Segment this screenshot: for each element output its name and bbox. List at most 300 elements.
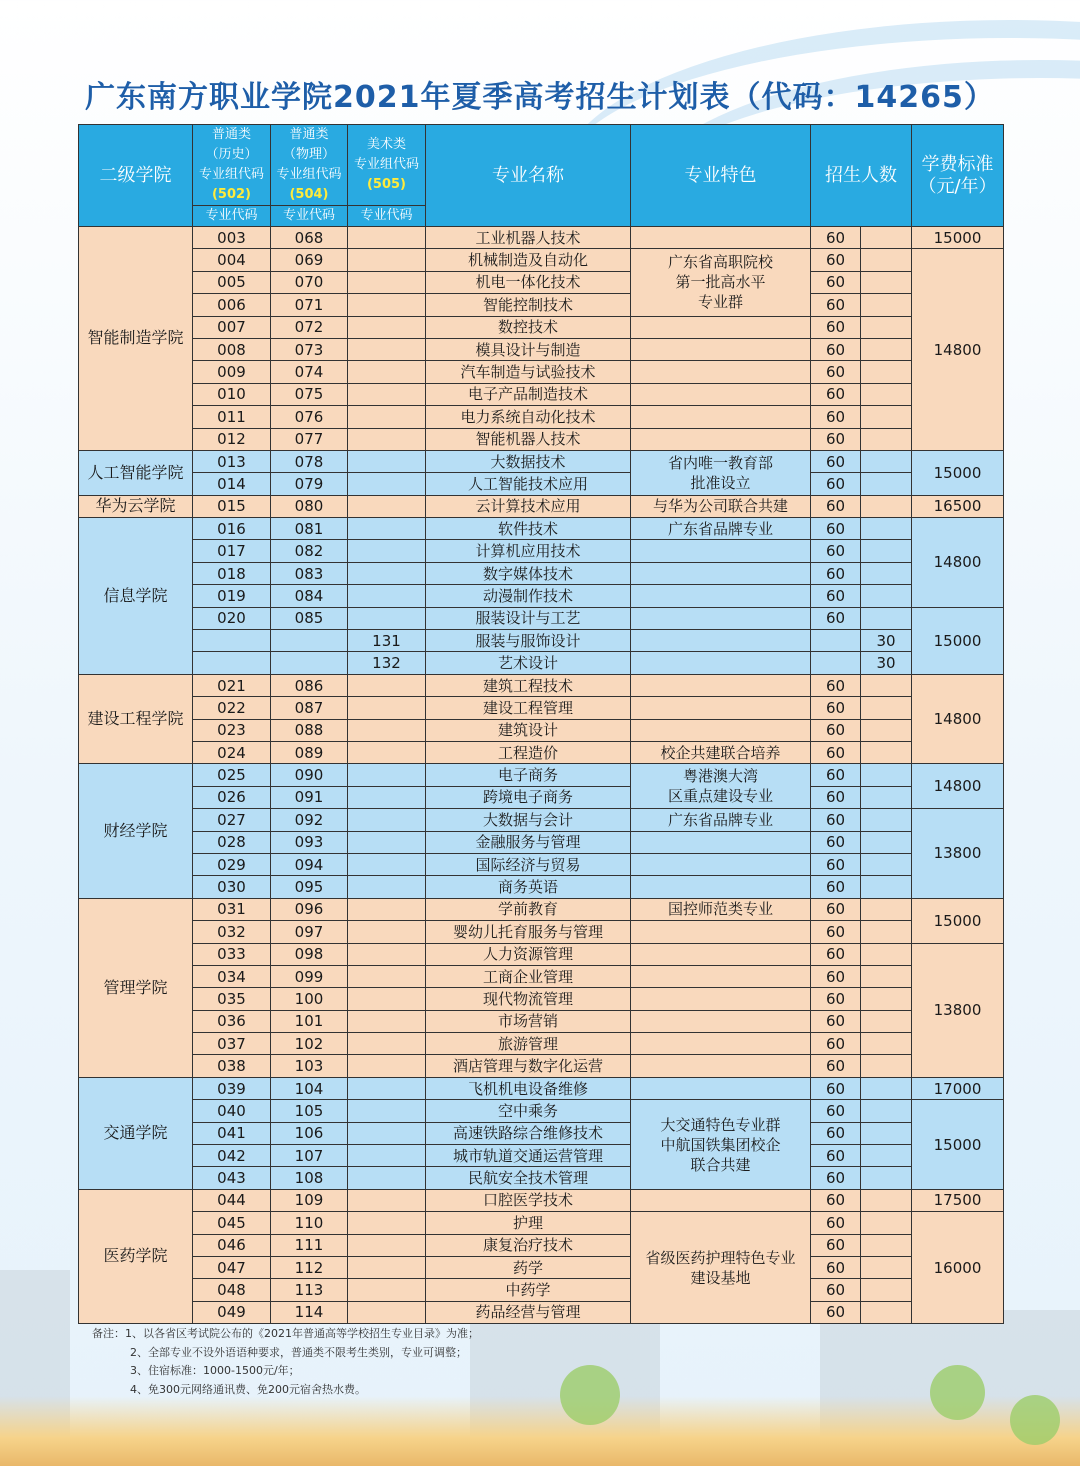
code-502-cell: 046 xyxy=(193,1234,271,1256)
table-row xyxy=(79,1212,1004,1234)
code-502-cell: 007 xyxy=(193,316,271,338)
count-art-cell xyxy=(861,540,912,562)
count-art-cell xyxy=(861,473,912,495)
code-502-cell: 033 xyxy=(193,943,271,965)
count-art-cell xyxy=(861,1301,912,1323)
major-name-cell: 人工智能技术应用 xyxy=(426,473,631,495)
count-art-cell xyxy=(861,831,912,853)
major-name-cell: 商务英语 xyxy=(426,876,631,898)
code-502-cell: 008 xyxy=(193,338,271,360)
table-row xyxy=(79,719,1004,741)
table-row xyxy=(79,540,1004,562)
table-row xyxy=(79,271,1004,293)
code-502-cell: 010 xyxy=(193,383,271,405)
code-505-cell xyxy=(348,741,426,763)
table-row xyxy=(79,338,1004,360)
code-505-cell xyxy=(348,562,426,584)
code-504-cell: 078 xyxy=(271,450,348,472)
count-art-cell xyxy=(861,697,912,719)
table-row xyxy=(79,428,1004,450)
table-row xyxy=(79,227,1004,249)
code-505-cell xyxy=(348,988,426,1010)
code-502-cell: 026 xyxy=(193,786,271,808)
code-504-cell: 069 xyxy=(271,249,348,271)
code-505-cell xyxy=(348,697,426,719)
dept-cell: 建设工程学院 xyxy=(79,674,193,764)
count-general-cell: 60 xyxy=(811,227,861,249)
count-art-cell xyxy=(861,1189,912,1211)
fee-cell: 14800 xyxy=(912,249,1004,451)
fee-cell: 13800 xyxy=(912,809,1004,899)
count-general-cell: 60 xyxy=(811,450,861,472)
code-502-cell: 018 xyxy=(193,562,271,584)
code-502-cell: 020 xyxy=(193,607,271,629)
count-general-cell: 60 xyxy=(811,965,861,987)
feature-cell xyxy=(631,562,811,584)
code-504-cell: 101 xyxy=(271,1010,348,1032)
code-504-cell: 096 xyxy=(271,898,348,920)
code-504-cell: 094 xyxy=(271,853,348,875)
table-row xyxy=(79,1033,1004,1055)
major-name-cell: 人力资源管理 xyxy=(426,943,631,965)
feature-cell xyxy=(631,1077,811,1099)
feature-cell: 与华为公司联合共建 xyxy=(631,495,811,517)
count-art-cell xyxy=(861,719,912,741)
table-row xyxy=(79,316,1004,338)
count-art-cell xyxy=(861,562,912,584)
count-art-cell xyxy=(861,988,912,1010)
fee-cell: 14800 xyxy=(912,674,1004,764)
code-505-cell xyxy=(348,965,426,987)
count-general-cell: 60 xyxy=(811,338,861,360)
count-general-cell: 60 xyxy=(811,697,861,719)
major-name-cell: 电力系统自动化技术 xyxy=(426,406,631,428)
dept-cell: 医药学院 xyxy=(79,1189,193,1323)
code-504-cell: 071 xyxy=(271,294,348,316)
code-505-cell xyxy=(348,1212,426,1234)
major-name-cell: 空中乘务 xyxy=(426,1100,631,1122)
major-name-cell: 药学 xyxy=(426,1256,631,1278)
count-art-cell xyxy=(861,227,912,249)
table-row xyxy=(79,876,1004,898)
feature-cell xyxy=(631,540,811,562)
count-art-cell xyxy=(861,809,912,831)
code-505-cell xyxy=(348,1301,426,1323)
major-name-cell: 汽车制造与试验技术 xyxy=(426,361,631,383)
feature-cell xyxy=(631,1010,811,1032)
table-row xyxy=(79,294,1004,316)
code-505-cell xyxy=(348,1145,426,1167)
feature-cell: 校企共建联合培养 xyxy=(631,741,811,763)
code-505-cell xyxy=(348,406,426,428)
decor-tree xyxy=(1010,1395,1060,1445)
major-name-cell: 工程造价 xyxy=(426,741,631,763)
count-art-cell xyxy=(861,383,912,405)
footnote-4: 4、免300元网络通讯费、免200元宿舍热水费。 xyxy=(130,1382,366,1396)
code-505-cell xyxy=(348,495,426,517)
count-general-cell: 60 xyxy=(811,383,861,405)
count-art-cell: 30 xyxy=(861,652,912,674)
code-502-cell: 037 xyxy=(193,1033,271,1055)
count-art-cell xyxy=(861,361,912,383)
subheader-code: 专业代码 xyxy=(193,206,271,227)
feature-cell xyxy=(631,428,811,450)
count-general-cell: 60 xyxy=(811,786,861,808)
header-fee: 学费标准（元/年） xyxy=(912,125,1004,227)
table-row xyxy=(79,764,1004,786)
code-505-cell xyxy=(348,271,426,293)
code-505-cell: 132 xyxy=(348,652,426,674)
major-name-cell: 服装与服饰设计 xyxy=(426,630,631,652)
feature-cell xyxy=(631,585,811,607)
code-502-cell: 044 xyxy=(193,1189,271,1211)
count-general-cell: 60 xyxy=(811,1212,861,1234)
fee-cell: 15000 xyxy=(912,607,1004,674)
code-504-cell: 084 xyxy=(271,585,348,607)
header-count: 招生人数 xyxy=(811,125,912,227)
feature-cell xyxy=(631,876,811,898)
subheader-code: 专业代码 xyxy=(271,206,348,227)
code-504-cell: 088 xyxy=(271,719,348,741)
feature-cell xyxy=(631,316,811,338)
code-505-cell xyxy=(348,1033,426,1055)
code-504-cell: 070 xyxy=(271,271,348,293)
code-502-cell: 038 xyxy=(193,1055,271,1077)
feature-cell: 省级医药护理特色专业 建设基地 xyxy=(631,1212,811,1324)
table-row xyxy=(79,1145,1004,1167)
code-505-cell xyxy=(348,898,426,920)
count-general-cell: 60 xyxy=(811,988,861,1010)
count-general-cell: 60 xyxy=(811,1010,861,1032)
code-504-cell: 114 xyxy=(271,1301,348,1323)
count-art-cell xyxy=(861,764,912,786)
code-502-cell: 036 xyxy=(193,1010,271,1032)
code-502-cell: 034 xyxy=(193,965,271,987)
table-row xyxy=(79,1055,1004,1077)
count-general-cell: 60 xyxy=(811,473,861,495)
count-art-cell xyxy=(861,741,912,763)
major-name-cell: 云计算技术应用 xyxy=(426,495,631,517)
table-row xyxy=(79,249,1004,271)
major-name-cell: 工业机器人技术 xyxy=(426,227,631,249)
table-row xyxy=(79,406,1004,428)
table-row xyxy=(79,607,1004,629)
feature-cell xyxy=(631,607,811,629)
code-504-cell: 079 xyxy=(271,473,348,495)
count-general-cell: 60 xyxy=(811,1189,861,1211)
count-art-cell xyxy=(861,1100,912,1122)
code-504-cell: 099 xyxy=(271,965,348,987)
count-art-cell xyxy=(861,450,912,472)
code-504-cell: 098 xyxy=(271,943,348,965)
table-row xyxy=(79,853,1004,875)
major-name-cell: 民航安全技术管理 xyxy=(426,1167,631,1189)
count-art-cell xyxy=(861,943,912,965)
header-group-504: 普通类 （物理） 专业组代码 (504) xyxy=(271,125,348,206)
enrollment-plan-table xyxy=(78,124,1004,1324)
code-504-cell: 087 xyxy=(271,697,348,719)
count-general-cell: 60 xyxy=(811,361,861,383)
code-505-cell xyxy=(348,249,426,271)
count-art-cell xyxy=(861,786,912,808)
fee-cell: 14800 xyxy=(912,764,1004,809)
count-general-cell: 60 xyxy=(811,428,861,450)
code-502-cell: 048 xyxy=(193,1279,271,1301)
count-general-cell: 60 xyxy=(811,809,861,831)
major-name-cell: 建筑设计 xyxy=(426,719,631,741)
feature-cell xyxy=(631,338,811,360)
table-row xyxy=(79,1077,1004,1099)
count-general-cell: 60 xyxy=(811,719,861,741)
code-504-cell: 091 xyxy=(271,786,348,808)
feature-cell xyxy=(631,1189,811,1211)
fee-cell: 13800 xyxy=(912,943,1004,1077)
major-name-cell: 护理 xyxy=(426,1212,631,1234)
major-name-cell: 酒店管理与数字化运营 xyxy=(426,1055,631,1077)
code-502-cell: 049 xyxy=(193,1301,271,1323)
fee-cell: 17000 xyxy=(912,1077,1004,1099)
count-general-cell xyxy=(811,630,861,652)
code-502-cell: 031 xyxy=(193,898,271,920)
count-art-cell xyxy=(861,316,912,338)
feature-cell xyxy=(631,697,811,719)
count-general-cell: 60 xyxy=(811,1234,861,1256)
major-name-cell: 旅游管理 xyxy=(426,1033,631,1055)
code-505-cell xyxy=(348,764,426,786)
code-505-cell xyxy=(348,294,426,316)
code-502-cell: 015 xyxy=(193,495,271,517)
code-505-cell xyxy=(348,809,426,831)
code-504-cell: 102 xyxy=(271,1033,348,1055)
code-505-cell xyxy=(348,227,426,249)
fee-cell: 15000 xyxy=(912,227,1004,249)
table-row xyxy=(79,585,1004,607)
count-general-cell: 60 xyxy=(811,316,861,338)
table-row xyxy=(79,1301,1004,1323)
fee-cell: 16000 xyxy=(912,1212,1004,1324)
code-505-cell xyxy=(348,853,426,875)
fee-cell: 15000 xyxy=(912,450,1004,495)
code-505-cell xyxy=(348,876,426,898)
code-505-cell xyxy=(348,1167,426,1189)
feature-cell xyxy=(631,1055,811,1077)
code-505-cell xyxy=(348,450,426,472)
code-502-cell: 009 xyxy=(193,361,271,383)
feature-cell: 广东省高职院校 第一批高水平 专业群 xyxy=(631,249,811,316)
code-505-cell xyxy=(348,383,426,405)
feature-cell: 国控师范类专业 xyxy=(631,898,811,920)
count-general-cell: 60 xyxy=(811,1033,861,1055)
code-505-cell xyxy=(348,361,426,383)
decor-ground xyxy=(0,1396,1080,1466)
count-general-cell: 60 xyxy=(811,518,861,540)
table-row xyxy=(79,1167,1004,1189)
major-name-cell: 数控技术 xyxy=(426,316,631,338)
count-art-cell xyxy=(861,338,912,360)
major-name-cell: 动漫制作技术 xyxy=(426,585,631,607)
code-502-cell: 021 xyxy=(193,674,271,696)
feature-cell xyxy=(631,674,811,696)
table-row xyxy=(79,361,1004,383)
feature-cell xyxy=(631,719,811,741)
feature-cell xyxy=(631,988,811,1010)
count-general-cell: 60 xyxy=(811,764,861,786)
feature-cell: 大交通特色专业群 中航国铁集团校企 联合共建 xyxy=(631,1100,811,1190)
table-row xyxy=(79,965,1004,987)
count-art-cell xyxy=(861,1167,912,1189)
table-row xyxy=(79,630,1004,652)
code-504-cell: 104 xyxy=(271,1077,348,1099)
footnote-3: 3、住宿标准：1000-1500元/年； xyxy=(130,1364,300,1377)
code-505-cell xyxy=(348,1279,426,1301)
count-general-cell: 60 xyxy=(811,921,861,943)
table-row xyxy=(79,697,1004,719)
code-505-cell xyxy=(348,1256,426,1278)
fee-cell: 16500 xyxy=(912,495,1004,517)
code-504-cell: 086 xyxy=(271,674,348,696)
count-art-cell xyxy=(861,271,912,293)
code-502-cell: 023 xyxy=(193,719,271,741)
code-504-cell: 073 xyxy=(271,338,348,360)
table-row xyxy=(79,831,1004,853)
major-name-cell: 智能机器人技术 xyxy=(426,428,631,450)
count-art-cell xyxy=(861,1256,912,1278)
dept-cell: 人工智能学院 xyxy=(79,450,193,495)
major-name-cell: 大数据与会计 xyxy=(426,809,631,831)
code-505-cell xyxy=(348,921,426,943)
count-general-cell: 60 xyxy=(811,1279,861,1301)
code-502-cell: 047 xyxy=(193,1256,271,1278)
footnote-1: 备注：1、以各省区考试院公布的《2021年普通高等学校招生专业目录》为准； xyxy=(92,1327,479,1340)
feature-cell xyxy=(631,361,811,383)
feature-cell xyxy=(631,383,811,405)
code-504-cell: 110 xyxy=(271,1212,348,1234)
count-general-cell: 60 xyxy=(811,249,861,271)
code-502-cell: 011 xyxy=(193,406,271,428)
table-row xyxy=(79,1234,1004,1256)
code-502-cell: 030 xyxy=(193,876,271,898)
dept-cell: 管理学院 xyxy=(79,898,193,1077)
table-row xyxy=(79,383,1004,405)
code-504-cell: 093 xyxy=(271,831,348,853)
count-general-cell: 60 xyxy=(811,876,861,898)
code-504-cell: 083 xyxy=(271,562,348,584)
table-row xyxy=(79,898,1004,920)
feature-cell xyxy=(631,406,811,428)
major-name-cell: 艺术设计 xyxy=(426,652,631,674)
code-505-cell xyxy=(348,518,426,540)
count-general-cell: 60 xyxy=(811,540,861,562)
table-row xyxy=(79,1256,1004,1278)
major-name-cell: 市场营销 xyxy=(426,1010,631,1032)
major-name-cell: 口腔医学技术 xyxy=(426,1189,631,1211)
code-502-cell: 003 xyxy=(193,227,271,249)
table-row xyxy=(79,674,1004,696)
code-504-cell: 103 xyxy=(271,1055,348,1077)
code-505-cell xyxy=(348,607,426,629)
code-502-cell: 041 xyxy=(193,1122,271,1144)
code-502-cell: 017 xyxy=(193,540,271,562)
code-505-cell xyxy=(348,585,426,607)
subheader-code: 专业代码 xyxy=(348,206,426,227)
count-art-cell xyxy=(861,1145,912,1167)
major-name-cell: 模具设计与制造 xyxy=(426,338,631,360)
code-504-cell: 107 xyxy=(271,1145,348,1167)
major-name-cell: 康复治疗技术 xyxy=(426,1234,631,1256)
code-505-cell xyxy=(348,786,426,808)
feature-cell: 广东省品牌专业 xyxy=(631,518,811,540)
decor-tree xyxy=(560,1365,620,1425)
code-504-cell: 095 xyxy=(271,876,348,898)
major-name-cell: 电子产品制造技术 xyxy=(426,383,631,405)
feature-cell xyxy=(631,1033,811,1055)
feature-cell xyxy=(631,921,811,943)
code-504-cell: 081 xyxy=(271,518,348,540)
table-row xyxy=(79,1100,1004,1122)
code-502-cell xyxy=(193,630,271,652)
major-name-cell: 计算机应用技术 xyxy=(426,540,631,562)
code-505-cell xyxy=(348,338,426,360)
count-art-cell xyxy=(861,406,912,428)
table-row xyxy=(79,741,1004,763)
major-name-cell: 建筑工程技术 xyxy=(426,674,631,696)
major-name-cell: 中药学 xyxy=(426,1279,631,1301)
count-art-cell xyxy=(861,1122,912,1144)
table-row xyxy=(79,786,1004,808)
code-504-cell: 089 xyxy=(271,741,348,763)
count-art-cell xyxy=(861,965,912,987)
code-505-cell xyxy=(348,719,426,741)
dept-cell: 信息学院 xyxy=(79,518,193,675)
major-name-cell: 大数据技术 xyxy=(426,450,631,472)
count-general-cell: 60 xyxy=(811,1122,861,1144)
code-505-cell xyxy=(348,1100,426,1122)
dept-cell: 智能制造学院 xyxy=(79,227,193,451)
code-502-cell: 016 xyxy=(193,518,271,540)
feature-cell: 广东省品牌专业 xyxy=(631,809,811,831)
count-general-cell: 60 xyxy=(811,562,861,584)
table-row xyxy=(79,988,1004,1010)
code-502-cell: 029 xyxy=(193,853,271,875)
table-row xyxy=(79,1122,1004,1144)
feature-cell: 粤港澳大湾 区重点建设专业 xyxy=(631,764,811,809)
table-row xyxy=(79,495,1004,517)
code-502-cell xyxy=(193,652,271,674)
code-504-cell: 113 xyxy=(271,1279,348,1301)
count-general-cell: 60 xyxy=(811,943,861,965)
code-505-cell xyxy=(348,428,426,450)
code-502-cell: 028 xyxy=(193,831,271,853)
code-505-cell: 131 xyxy=(348,630,426,652)
feature-cell xyxy=(631,652,811,674)
fee-cell: 15000 xyxy=(912,1100,1004,1190)
dept-cell: 财经学院 xyxy=(79,764,193,898)
code-502-cell: 025 xyxy=(193,764,271,786)
code-504-cell: 082 xyxy=(271,540,348,562)
page-title: 广东南方职业学院2021年夏季高考招生计划表（代码：14265） xyxy=(85,80,995,115)
count-general-cell: 60 xyxy=(811,674,861,696)
table-row xyxy=(79,809,1004,831)
table-row xyxy=(79,943,1004,965)
code-505-cell xyxy=(348,674,426,696)
count-general-cell: 60 xyxy=(811,1077,861,1099)
major-name-cell: 电子商务 xyxy=(426,764,631,786)
code-502-cell: 005 xyxy=(193,271,271,293)
count-art-cell xyxy=(861,1212,912,1234)
major-name-cell: 机械制造及自动化 xyxy=(426,249,631,271)
count-general-cell: 60 xyxy=(811,741,861,763)
table-row xyxy=(79,652,1004,674)
